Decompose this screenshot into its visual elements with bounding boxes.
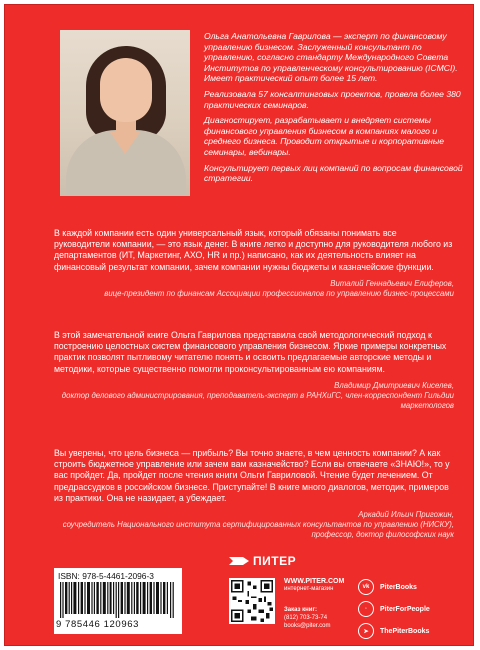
order-email[interactable]: books@piter.com [284,623,331,629]
review-quote [54,448,454,540]
bio-paragraph: Консультирует первых лиц компаний по вопросам финансовой стратегии. [204,162,463,184]
publisher-url[interactable]: WWW.PITER.COM [284,578,345,585]
review-author: Владимир Дмитриевич Киселев, [334,380,454,390]
review-author-role: доктор делового администрирования, преподаватель-эксперт в РАНХиГС, член-корреспондент Гильдии маркетологов [61,390,454,410]
social-name: ThePiterBooks [380,627,430,635]
social-link-telegram[interactable] [358,620,430,642]
review-attribution [54,510,454,540]
social-links [358,576,430,642]
order-title: Заказ книг: [284,607,317,613]
social-link-people[interactable] [358,598,430,620]
review-quote [54,330,454,411]
publisher-logo-icon [229,555,249,567]
order-info [284,606,330,630]
bio-paragraph: Диагностирует, разрабатывает и внедряет системы финансового управления бизнесом в компаниях малого и среднего бизнеса. Проводит открытые и корпоративные семинары, вебинары. [204,115,444,157]
publisher-shop-label: интернет-магазин [284,586,334,592]
review-text: Вы уверены, что цель бизнеса — прибыль? Вы точно знаете, в чем ценность компании? А как строить бюджетное управление или зачем вам казначейство? Если вы отвечаете «ЗНАЮ!», то у вас пройдет. Да, пройдет после чтения книги Ольги Гавриловой. Чтение будет лечением. От предрассудков в российском бизнесе. Приступайте! В книге много диалогов, методик, примеров из практики. Она не назидает, а убеждает. [54,448,450,503]
bio-paragraph: Реализовала 57 консалтинговых проектов, провела более 380 практических семинаров. [204,88,461,110]
publisher-name: ПИТЕР [253,554,297,568]
review-quote [54,228,454,299]
barcode-icon [60,582,174,618]
book-back-cover [4,4,474,646]
author-bio [204,31,464,189]
barcode-digits: 9 785446 120963 [56,619,139,630]
review-text: В каждой компании есть один универсальный язык, который обязаны понимать все руководители компании, — это язык денег. В книге легко и доступно для руководителя любого из департаментов (ИТ, Маркетинг, АХО, HR и пр.) написано, как их деятельность влияет на финансовый результат компании, зачем компании нужны бюджеты и казначейские функции. [54,228,453,272]
vk-icon: vk [358,579,374,595]
isbn-barcode-box [54,568,182,634]
review-author: Виталий Геннадьевич Елиферов, [330,278,454,288]
telegram-icon: ➤ [358,623,374,639]
author-photo [60,30,190,196]
review-text: В этой замечательной книге Ольга Гаврилова представила свой методологический подход к построению целостных систем финансового управления бизнесом. Яркие примеры конкретных практик позволят пытливому читателю понять и освоить предлагаемые авторские методы и методики, которые существенно помогли проконсультированным ею компаниям. [54,330,447,374]
qr-code-icon [229,578,275,624]
publisher-logo [229,552,296,570]
social-link-vk[interactable] [358,576,430,598]
review-author-role: вице-президент по финансам Ассоциации профессионалов по управлению бизнес-процессами [104,288,454,298]
social-name: PiterBooks [380,583,417,591]
order-phone: (812) 703-73-74 [284,615,328,621]
review-attribution [54,381,454,411]
publisher-site [284,578,344,592]
bio-paragraph: Ольга Анатольевна Гаврилова — эксперт по финансовому управлению бизнесом. Заслуженный консультант по управлению, согласно стандарту Международного Совета Институтов по управленческому консультированию (ICMCI). Имеет практический опыт более 15 лет. [204,31,458,84]
review-author-role: соучредитель Национального института сертифицированных консультантов по управлению (НИСКУ), профессор, доктор философских наук [62,520,454,540]
isbn-label: ISBN: 978-5-4461-2096-3 [58,571,154,581]
review-attribution [54,279,454,299]
social-name: PiterForPeople [380,605,430,613]
review-author: Аркадий Ильич Пригожин, [358,510,454,520]
people-icon: ◦ [358,601,374,617]
